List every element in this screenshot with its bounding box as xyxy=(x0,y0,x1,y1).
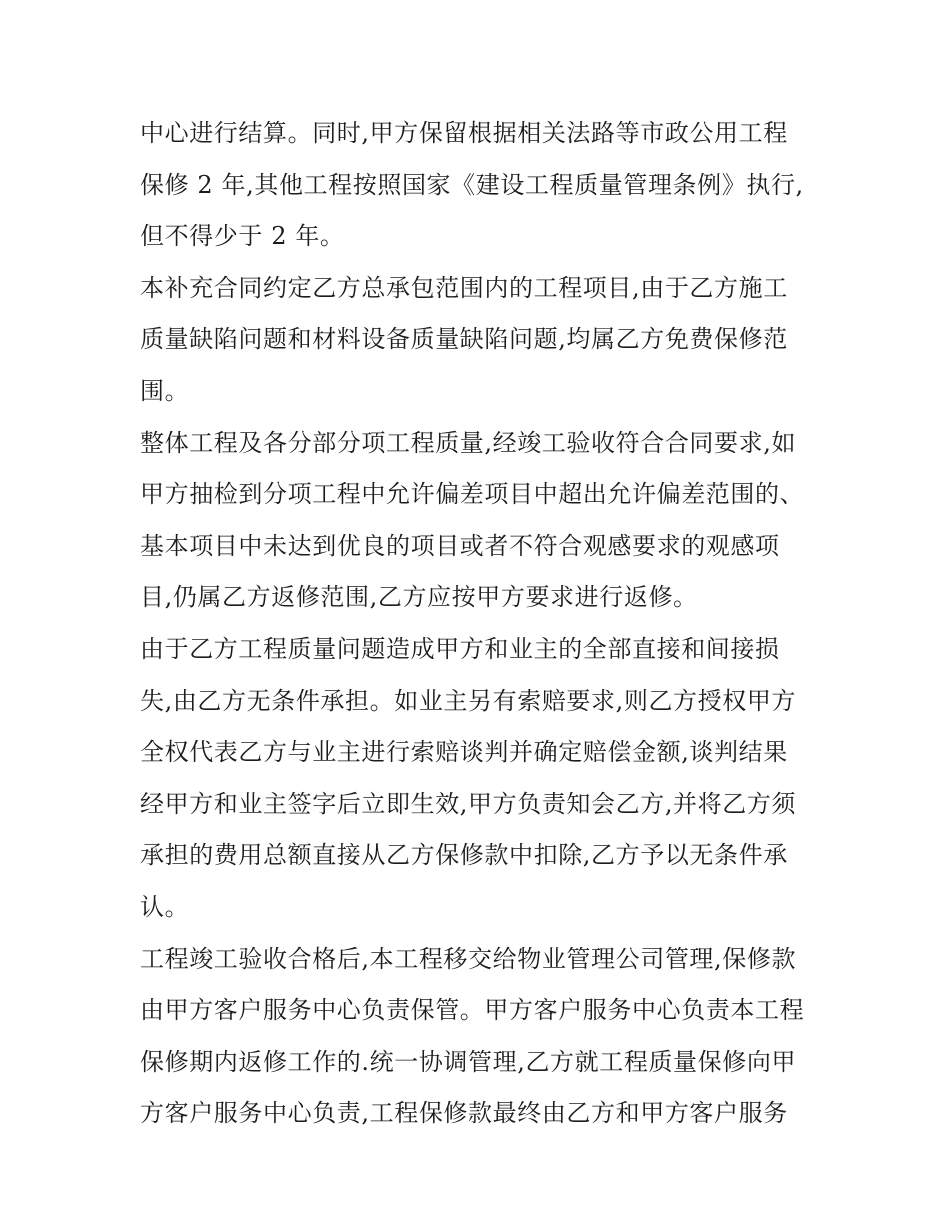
text-line: 保修期内返修工作的.统一协调管理,乙方就工程质量保修向甲 xyxy=(140,1047,797,1076)
text-line: 本补充合同约定乙方总承包范围内的工程项目,由于乙方施工 xyxy=(140,273,788,302)
text-line: 保修 2 年,其他工程按照国家《建设工程质量管理条例》执行, xyxy=(140,170,804,199)
text-line: 认。 xyxy=(140,892,190,921)
text-line: 全权代表乙方与业主进行索赔谈判并确定赔偿金额,谈判结果 xyxy=(140,738,788,767)
text-line: 承担的费用总额直接从乙方保修款中扣除,乙方予以无条件承 xyxy=(140,841,788,870)
text-line: 质量缺陷问题和材料设备质量缺陷问题,均属乙方免费保修范 xyxy=(140,325,788,354)
text-line: 中心进行结算。同时,甲方保留根据相关法路等市政公用工程 xyxy=(140,119,788,147)
text-line: 整体工程及各分部分项工程质量,经竣工验收符合合同要求,如 xyxy=(140,428,797,457)
text-line: 方客户服务中心负责,工程保修款最终由乙方和甲方客户服务 xyxy=(140,1099,788,1128)
text-line: 目,仍属乙方返修范围,乙方应按甲方要求进行返修。 xyxy=(140,583,698,612)
document-body xyxy=(140,108,820,1140)
text-line: 失,由乙方无条件承担。如业主另有索赔要求,则乙方授权甲方 xyxy=(140,686,797,715)
text-line: 工程竣工验收合格后,本工程移交给物业管理公司管理,保修款 xyxy=(140,944,797,973)
text-line: 但不得少于 2 年。 xyxy=(140,222,345,251)
text-line: 甲方抽检到分项工程中允许偏差项目中超出允许偏差范围的、 xyxy=(140,480,805,509)
text-line: 由甲方客户服务中心负责保管。甲方客户服务中心负责本工程 xyxy=(140,996,805,1025)
text-line: 基本项目中未达到优良的项目或者不符合观感要求的观感项 xyxy=(140,531,780,560)
text-line: 经甲方和业主签字后立即生效,甲方负责知会乙方,并将乙方须 xyxy=(140,789,797,818)
text-line: 围。 xyxy=(140,376,190,405)
text-line: 由于乙方工程质量问题造成甲方和业主的全部直接和间接损 xyxy=(140,634,780,663)
